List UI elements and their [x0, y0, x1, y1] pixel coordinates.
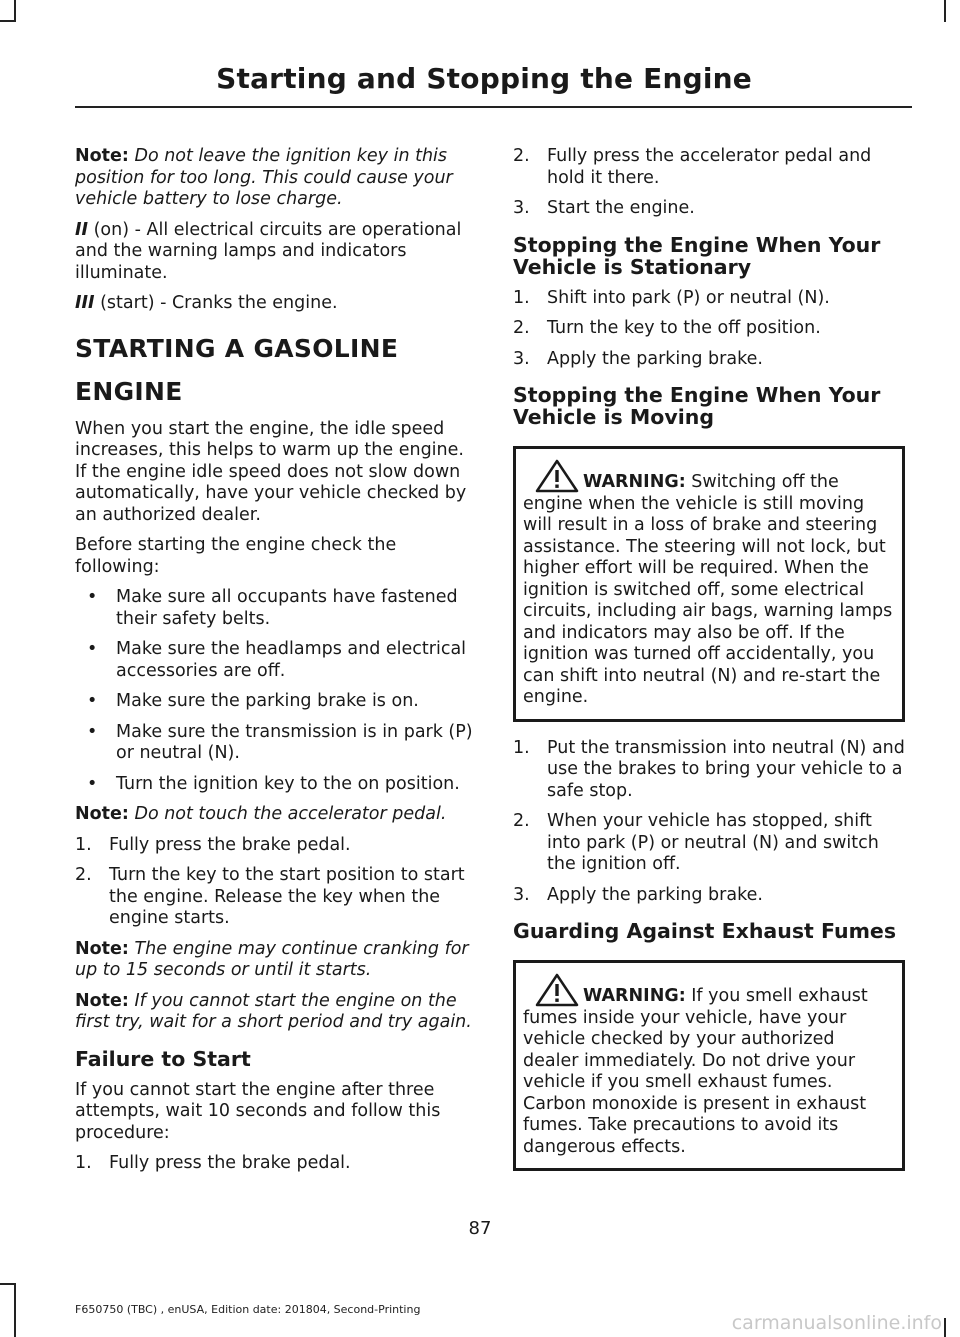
right-column [513, 146, 905, 1187]
list-item: 2. Turn the key to the off position. [513, 318, 821, 338]
list-item: • Make sure the transmission is in park (P) or neutral (N). [87, 721, 473, 763]
list-item: 3. Start the engine. [513, 198, 695, 218]
crop-mark-bottom-left [14, 1283, 16, 1337]
left-column [75, 146, 475, 1184]
heading-failure-to-start: Failure to Start [75, 1046, 251, 1071]
list-item: 1. Fully press the brake pedal. [75, 834, 351, 855]
list-item: 3. Apply the parking brake. [513, 884, 763, 905]
list-item: 2. When your vehicle has stopped, shift into park (P) or neutral (N) and switch the ignition off. [513, 811, 879, 874]
page-number: 87 [468, 1218, 492, 1239]
list-item: 1. Put the transmission into neutral (N) and use the brakes to bring your vehicle to a safe stop. [513, 737, 905, 801]
footer-edition: F650750 (TBC) , enUSA, Edition date: 201804, Second-Printing [75, 1303, 421, 1316]
list-item: 2. Fully press the accelerator pedal and hold it there. [513, 146, 872, 188]
crop-mark-bottom-right [944, 1318, 946, 1337]
list-item: 3. Apply the parking brake. [513, 348, 763, 369]
intro-paragraph: When you start the engine, the idle speed increases, this helps to warm up the engine. If the engine idle speed does not slow down automatically, have your vehicle checked by an authorized dealer. [75, 418, 467, 525]
watermark-link[interactable]: carmanualsonline.info [731, 1312, 942, 1334]
crop-mark-bottom-left-h [0, 1283, 16, 1285]
list-item: • Make sure all occupants have fastened their safety belts. [87, 587, 458, 629]
section-heading-starting: STARTING A GASOLINE ENGINE [75, 333, 399, 406]
note-accelerator: Note: Do not touch the accelerator pedal. [75, 804, 447, 824]
list-item: 2. Turn the key to the start position to start the engine. Release the key when the engine starts. [75, 865, 465, 928]
list-item: • Make sure the parking brake is on. [87, 691, 419, 711]
list-item: • Make sure the headlamps and electrical accessories are off. [87, 639, 467, 681]
ignition-position-iii: III (start) - Cranks the engine. [75, 293, 338, 313]
crop-mark-top-left-h [0, 20, 16, 22]
note-first-try: Note: If you cannot start the engine on the first try, wait for a short period and try again. [75, 990, 472, 1032]
list-item: • Turn the ignition key to the on position. [87, 773, 460, 794]
header-rule [75, 106, 912, 108]
note-key-position: Note: Do not leave the ignition key in this position for too long. This could cause your vehicle battery to lose charge. [75, 146, 453, 209]
crop-mark-top-left [14, 0, 16, 22]
list-item: 1. Shift into park (P) or neutral (N). [513, 287, 830, 308]
warning-box-moving: WARNING: Switching off the engine when the vehicle is still moving will result in a loss of brake and steering assistance. The steering will not lock, but higher effort will be required. When the ignition is switched off, some electrical circuits, including air bags, warning lamps and indicators may also be off. If the ignition was turned off accidentally, you can shift into neutral (N) and re-start the engine. [513, 446, 905, 722]
note-cranking: Note: The engine may continue cranking for up to 15 seconds or until it starts. [75, 938, 469, 980]
heading-stopping-moving: Stopping the Engine When Your Vehicle is Moving [513, 383, 881, 429]
warning-box-exhaust: WARNING: If you smell exhaust fumes inside your vehicle, have your vehicle checked by your authorized dealer immediately. Do not drive your vehicle if you smell exhaust fumes. Carbon monoxide is present in exhaust fumes. Take precautions to avoid its dangerous effects. [513, 960, 905, 1171]
failure-paragraph: If you cannot start the engine after three attempts, wait 10 seconds and follow this procedure: [75, 1079, 441, 1143]
page-header-title: Starting and Stopping the Engine [216, 62, 752, 95]
warning-triangle-icon [535, 459, 579, 493]
list-item: 1. Fully press the brake pedal. [75, 1153, 351, 1173]
before-starting-paragraph: Before starting the engine check the following: [75, 535, 397, 577]
heading-stopping-stationary: Stopping the Engine When Your Vehicle is Stationary [513, 232, 881, 279]
warning-triangle-icon [535, 973, 579, 1007]
heading-exhaust-fumes: Guarding Against Exhaust Fumes [513, 919, 897, 943]
ignition-position-ii: II (on) - All electrical circuits are operational and the warning lamps and indicators illuminate. [75, 219, 462, 283]
crop-mark-top-right [944, 0, 946, 22]
